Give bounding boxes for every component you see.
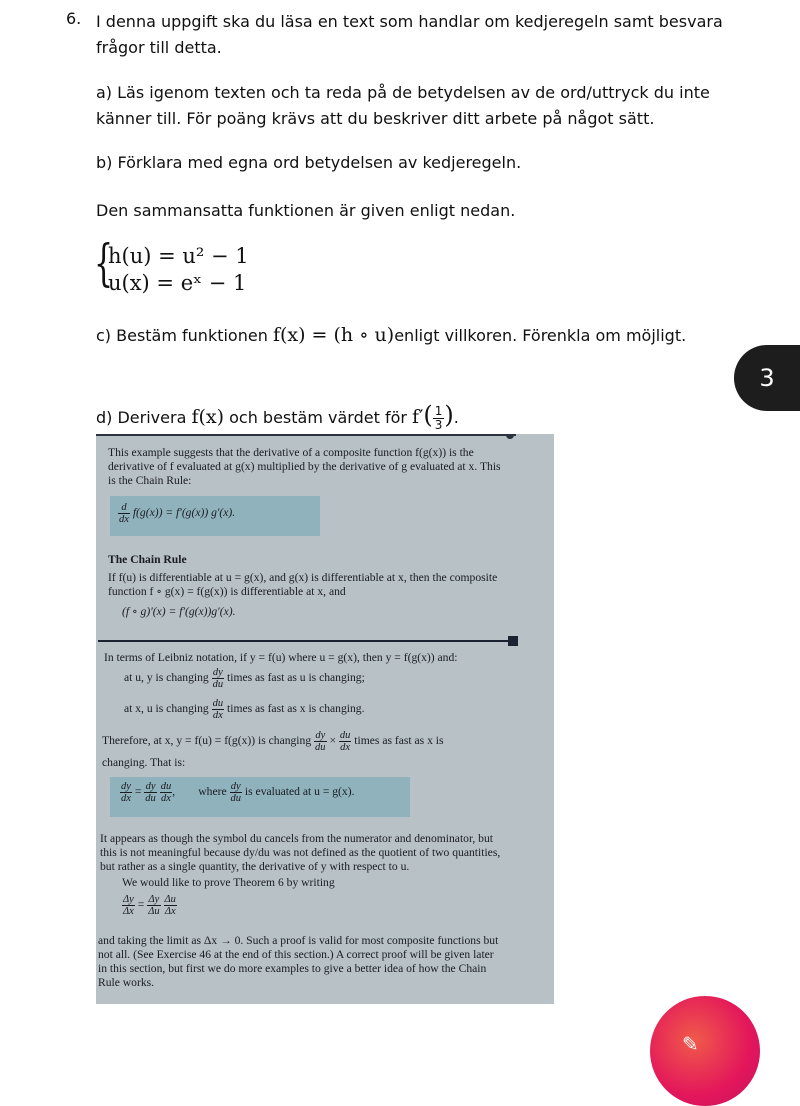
tb-p4-line2: not all. (See Exercise 46 at the end of this section.) A correct proof will be given later xyxy=(98,948,494,961)
equation-u: u(x) = eˣ − 1 xyxy=(108,271,247,295)
floating-action-button[interactable] xyxy=(650,996,760,1106)
task-d: d) Derivera f(x) och bestäm värdet för f′( $\frac{1}{3}$ ). xyxy=(96,401,459,432)
task-d-fprime: f′ xyxy=(412,406,424,428)
tb-rule-title: The Chain Rule xyxy=(108,553,187,566)
task-d-fraction: $\frac{1}{3}$ xyxy=(434,404,443,432)
edit-icon: ✎ xyxy=(682,1032,699,1056)
task-d-fx: f(x) xyxy=(191,406,225,428)
tb-p2-line1: It appears as though the symbol du cancels from the numerator and denominator, but xyxy=(100,832,493,845)
brace-icon: { xyxy=(94,234,114,292)
tb-leibniz-b: at x, u is changing $\frac{du}{dx}$ times as fast as x is changing. xyxy=(124,698,365,721)
tb-p1-line1: This example suggests that the derivative of a composite function f(g(x)) is the xyxy=(108,446,474,459)
tb-rule-line1: If f(u) is differentiable at u = g(x), and g(x) is differentiable at x, then the composite xyxy=(108,571,498,584)
tb-p2-line2: this is not meaningful because dy/du was not defined as the quotient of two quantities, xyxy=(100,846,501,859)
tb-therefore: Therefore, at x, y = f(u) = f(g(x)) is changing $\frac{dy}{du}$ × $\frac{du}{dx}$ times as fast as x is xyxy=(102,730,444,753)
tb-box1-expr: f(g(x)) = f′(g(x)) g′(x). xyxy=(132,506,236,520)
tb-p4-line1: and taking the limit as Δx → 0. Such a proof is valid for most composite functions but xyxy=(98,934,499,947)
tb-leibniz-a: at u, y is changing $\frac{dy}{du}$ times as fast as u is changing; xyxy=(124,667,365,690)
tb-p1-line2: derivative of f evaluated at g(x) multiplied by the derivative of g evaluated at x. This xyxy=(108,460,501,473)
tb-rule-eq: (f ∘ g)′(x) = f′(g(x))g′(x). xyxy=(122,605,236,618)
task-c-math: f(x) = (h ∘ u) xyxy=(272,324,395,346)
given-text: Den sammansatta funktionen är given enligt nedan. xyxy=(96,201,516,220)
task-b: b) Förklara med egna ord betydelsen av kedjeregeln. xyxy=(96,153,522,172)
equation-h: h(u) = u² − 1 xyxy=(108,244,249,268)
tb-delta-formula: $\frac{\Delta y}{\Delta x}$ = $\frac{\Delta y}{\Delta u}$ $\frac{\Delta u}{\Delta x}$ xyxy=(123,894,176,917)
question-intro: I denna uppgift ska du läsa en text som handlar om kedjeregeln samt besvara frågor till detta. xyxy=(96,12,723,57)
tb-rule-line2: function f ∘ g(x) = f(g(x)) is differentiable at x, and xyxy=(108,585,346,598)
tb-therefore-line2: changing. That is: xyxy=(102,756,186,769)
tb-leibniz-line1: In terms of Leibniz notation, if y = f(u) where u = g(x), then y = f(g(x)) and: xyxy=(104,651,458,664)
tb-leibniz-formula: $\frac{dy}{dx}$ = $\frac{dy}{du}$ $\frac{du}{dx}$ , where $\frac{dy}{du}$ is evaluated at u = g(x). xyxy=(121,781,355,804)
tb-p2-line3: but rather as a single quantity, the derivative of y with respect to u. xyxy=(100,860,410,873)
side-tab[interactable]: 3 xyxy=(734,345,800,411)
question-number: 6. xyxy=(66,9,82,28)
tb-p4-line4: Rule works. xyxy=(98,976,155,989)
tb-p4-line3: in this section, but first we do more examples to give a better idea of how the Chain xyxy=(98,962,487,975)
tb-p1-line3: is the Chain Rule: xyxy=(108,474,192,487)
tb-p3: We would like to prove Theorem 6 by writing xyxy=(122,876,335,889)
task-c: c) Bestäm funktionen f(x) = (h ∘ u)enligt villkoren. Förenkla om möjligt. xyxy=(96,324,687,346)
task-a: a) Läs igenom texten och ta reda på de betydelsen av de ord/uttryck du inte känner till. För poäng krävs att du beskriver ditt arbete på något sätt. xyxy=(96,83,710,128)
textbook-photo: This example suggests that the derivative of a composite function f(g(x)) is the derivative of f evaluated at g(x) multiplied by the derivative of g evaluated at x. This is the Chain Rule: $\frac{d}{dx}$ f(g(x)) = f′(g(x)) g′(x). The Chain Rule If f(u) is differentiable at u = g(x), and g(x) is differentiable at x, then the composite function f ∘ g(x) = f(g(x)) is differentiable at x, and (f ∘ g)′(x) = f′(g(x))g′(x). In terms of Leibniz notation, if y = f(u) where u = g(x), then y = f(g(x)) and: at u, y is changing $\frac{dy}{du}$ times as fast as u is changing; at x, u is changing $\frac{du}{dx}$ times as fast as x is changing. Therefore, at x, y = f(u) = f(g(x)) is changing $\frac{dy}{du}$ × $\frac{du}{dx}$ times as fast as x is changing. That is: $\frac{dy}{dx}$ = $\frac{dy}{du}$ $\frac{du}{dx}$ , where $\frac{dy}{du}$ is evaluated at u = g(x). It appears as though the symbol du cancels from the numerator and denominator, but this is not meaningful because dy/du was not defined as the quotient of two quantities, but rather as a single quantity, the derivative of y with respect to u. We would like to prove Theorem 6 by writing $\frac{\Delta y}{\Delta x}$ = $\frac{\Delta y}{\Delta u}$ $\frac{\Delta u}{\Delta x}$ and taking the limit as Δx → 0. Such a proof is valid for most composite functions but not all. (See Exercise 46 at the end of this section.) A correct proof will be given later in this section, but first we do more examples to give a better idea of how the Chain Rule works. xyxy=(96,434,554,1004)
